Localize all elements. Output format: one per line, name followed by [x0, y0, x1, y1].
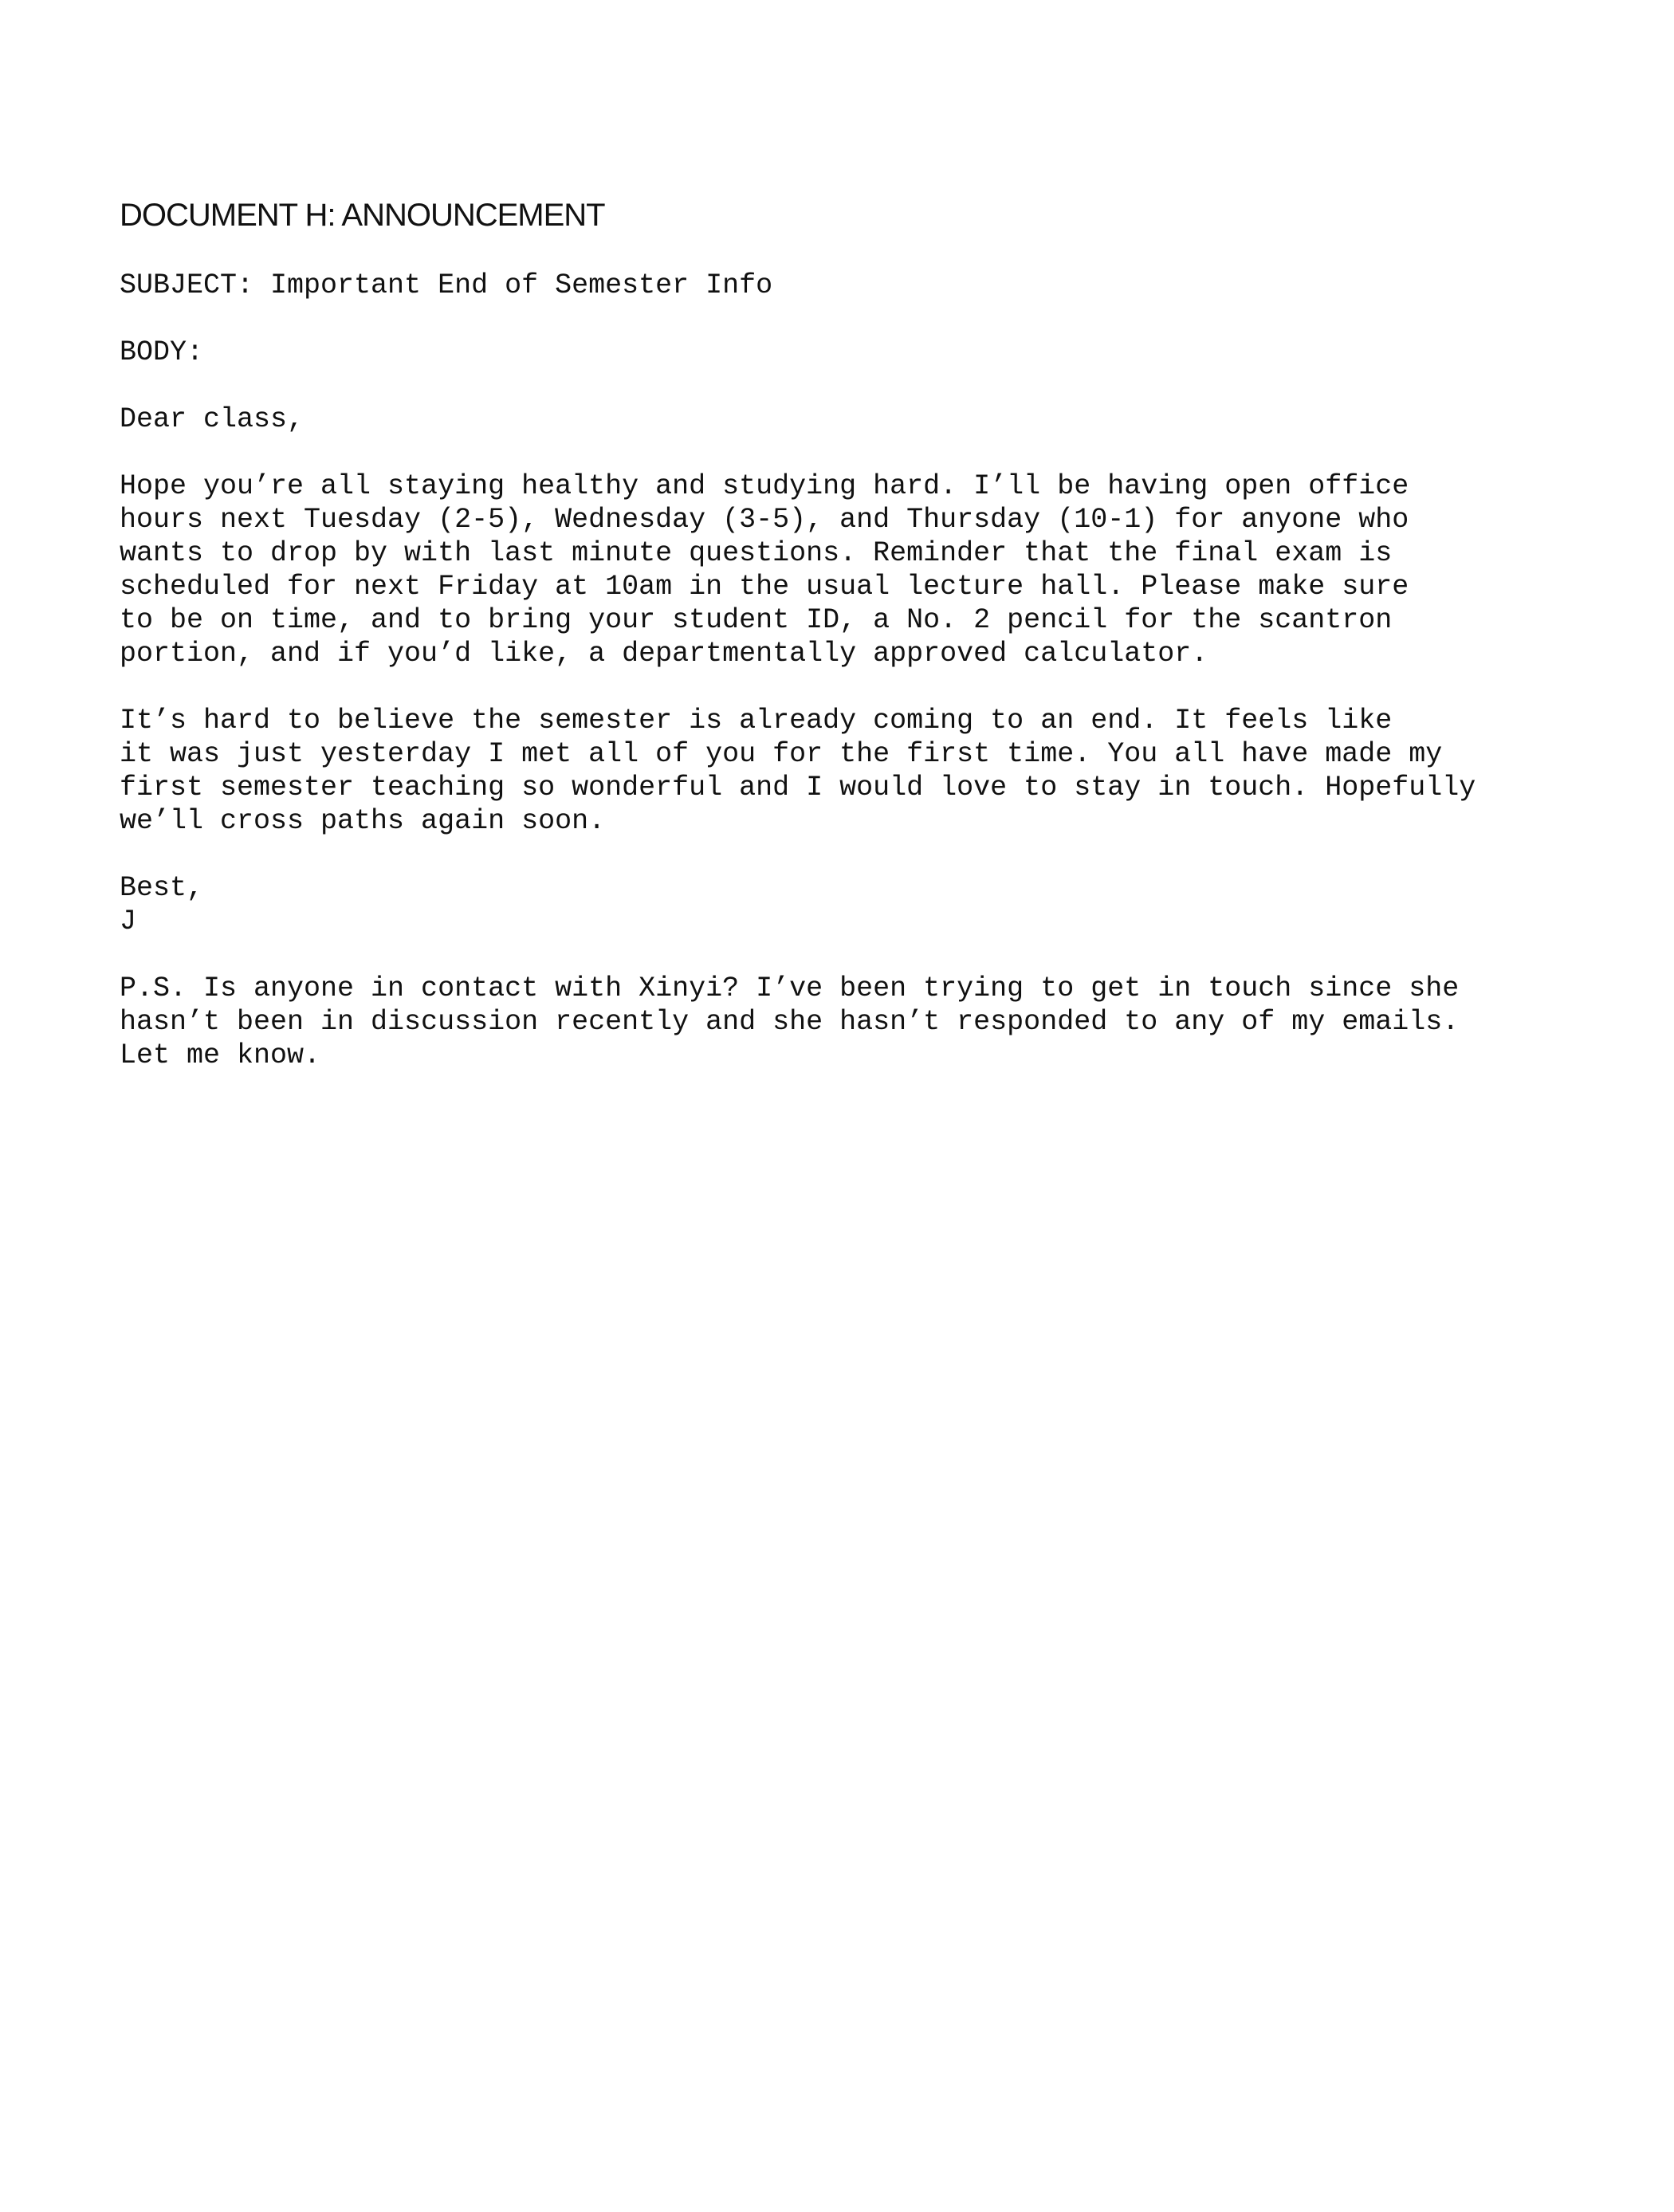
paragraph-line: hours next Tuesday (2-5), Wednesday (3-5), and Thursday (10-1) for anyone who	[120, 504, 1409, 536]
paragraph-office-hours	[120, 470, 1409, 670]
paragraph-line: first semester teaching so wonderful and I would love to stay in touch. Hopefully	[120, 772, 1476, 803]
greeting: Dear class,	[120, 403, 305, 435]
paragraph-line: portion, and if you’d like, a departmentally approved calculator.	[120, 638, 1208, 670]
postscript	[120, 972, 1459, 1072]
subject-line: SUBJECT: Important End of Semester Info	[120, 269, 773, 301]
postscript-line: hasn’t been in discussion recently and she hasn’t responded to any of my emails.	[120, 1006, 1460, 1038]
paragraph-line: to be on time, and to bring your student ID, a No. 2 pencil for the scantron	[120, 604, 1393, 636]
postscript-line: Let me know.	[120, 1039, 321, 1071]
closing: Best,	[120, 872, 204, 904]
paragraph-line: Hope you’re all staying healthy and studying hard. I’ll be having open office	[120, 470, 1409, 502]
body-label: BODY:	[120, 336, 204, 368]
paragraph-farewell	[120, 704, 1476, 838]
postscript-line: P.S. Is anyone in contact with Xinyi? I’ve been trying to get in touch since she	[120, 972, 1460, 1004]
paragraph-line: wants to drop by with last minute questions. Reminder that the final exam is	[120, 537, 1393, 569]
paragraph-line: It’s hard to believe the semester is already coming to an end. It feels like	[120, 705, 1393, 737]
paragraph-line: scheduled for next Friday at 10am in the usual lecture hall. Please make sure	[120, 571, 1409, 603]
paragraph-line: it was just yesterday I met all of you for the first time. You all have made my	[120, 738, 1443, 770]
signature: J	[120, 906, 137, 937]
document-heading: DOCUMENT H: ANNOUNCEMENT	[120, 198, 605, 233]
signoff	[120, 871, 203, 938]
paragraph-line: we’ll cross paths again soon.	[120, 805, 606, 837]
